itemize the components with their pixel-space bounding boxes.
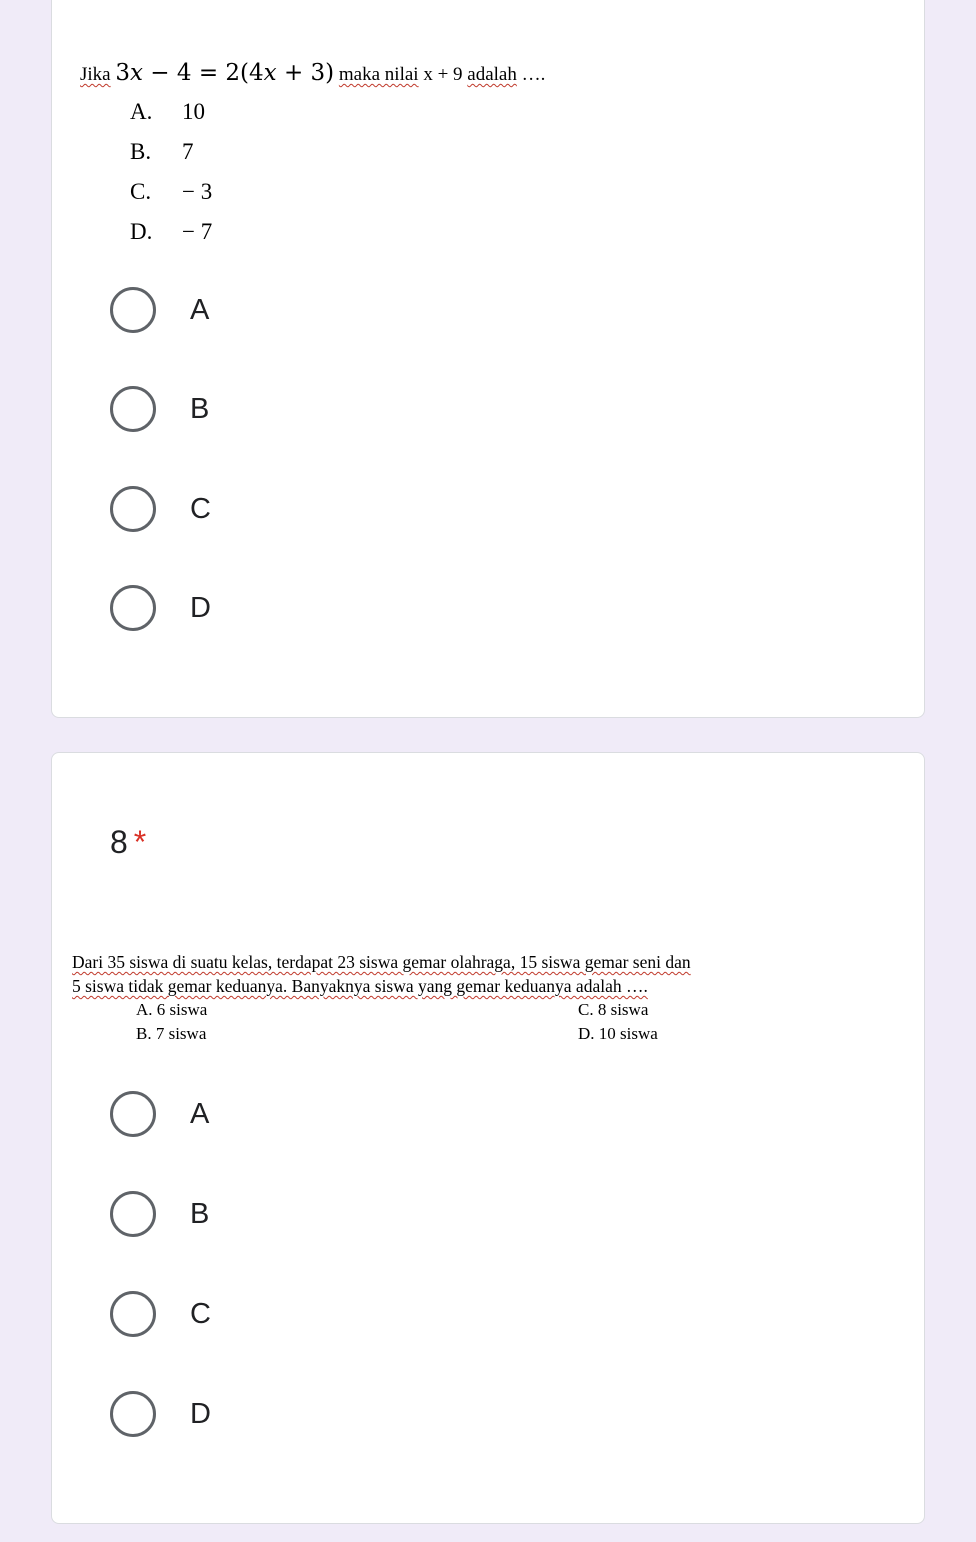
question-7-image [80, 56, 545, 252]
choice-label: A [190, 1097, 210, 1130]
image-option: D. − 7 [130, 219, 213, 244]
image-option-b: B. 7 siswa [136, 1024, 207, 1043]
question-7-image-options [130, 92, 545, 252]
q7-choice-a[interactable] [110, 284, 209, 336]
choice-label: D [190, 1397, 211, 1430]
radio-button-icon[interactable] [110, 1291, 156, 1337]
image-option-c: C. 8 siswa [578, 1000, 649, 1019]
required-asterisk: * [133, 824, 147, 860]
question-8-title [110, 820, 146, 864]
question-8-line-2: 5 siswa tidak gemar keduanya. Banyaknya siswa yang gemar keduanya adalah …. [72, 976, 648, 996]
image-option: C. − 3 [130, 179, 213, 204]
image-option-d: D. 10 siswa [578, 1024, 658, 1043]
q7-choice-d[interactable] [110, 582, 211, 634]
q8-choice-b[interactable] [110, 1188, 209, 1240]
choice-label: D [190, 591, 211, 624]
choice-label: A [190, 293, 210, 326]
choice-label: B [190, 392, 210, 425]
equation: 3x − 4 = 2(4x + 3) [115, 60, 335, 86]
choice-label: C [190, 1297, 211, 1330]
image-option-a: A. 6 siswa [136, 1000, 208, 1019]
q8-choice-d[interactable] [110, 1388, 211, 1440]
radio-button-icon[interactable] [110, 287, 156, 333]
radio-button-icon[interactable] [110, 1091, 156, 1137]
image-option: B. 7 [130, 139, 194, 164]
image-option: A. 10 [130, 99, 205, 124]
question-8-image-options [72, 998, 852, 1048]
q7-choice-b[interactable] [110, 383, 209, 435]
radio-button-icon[interactable] [110, 585, 156, 631]
q8-choice-a[interactable] [110, 1088, 209, 1140]
question-8-line-1: Dari 35 siswa di suatu kelas, terdapat 23 siswa gemar olahraga, 15 siswa gemar seni dan [72, 952, 691, 972]
question-7-stem: Jika 3x − 4 = 2(4x + 3) maka nilai x + 9 adalah …. [80, 60, 546, 86]
question-number: 8 [110, 824, 128, 860]
radio-button-icon[interactable] [110, 386, 156, 432]
q7-choice-c[interactable] [110, 483, 211, 535]
radio-button-icon[interactable] [110, 1191, 156, 1237]
question-8-image [72, 950, 852, 1048]
radio-button-icon[interactable] [110, 1391, 156, 1437]
choice-label: C [190, 492, 211, 525]
radio-button-icon[interactable] [110, 486, 156, 532]
choice-label: B [190, 1197, 210, 1230]
q8-choice-c[interactable] [110, 1288, 211, 1340]
